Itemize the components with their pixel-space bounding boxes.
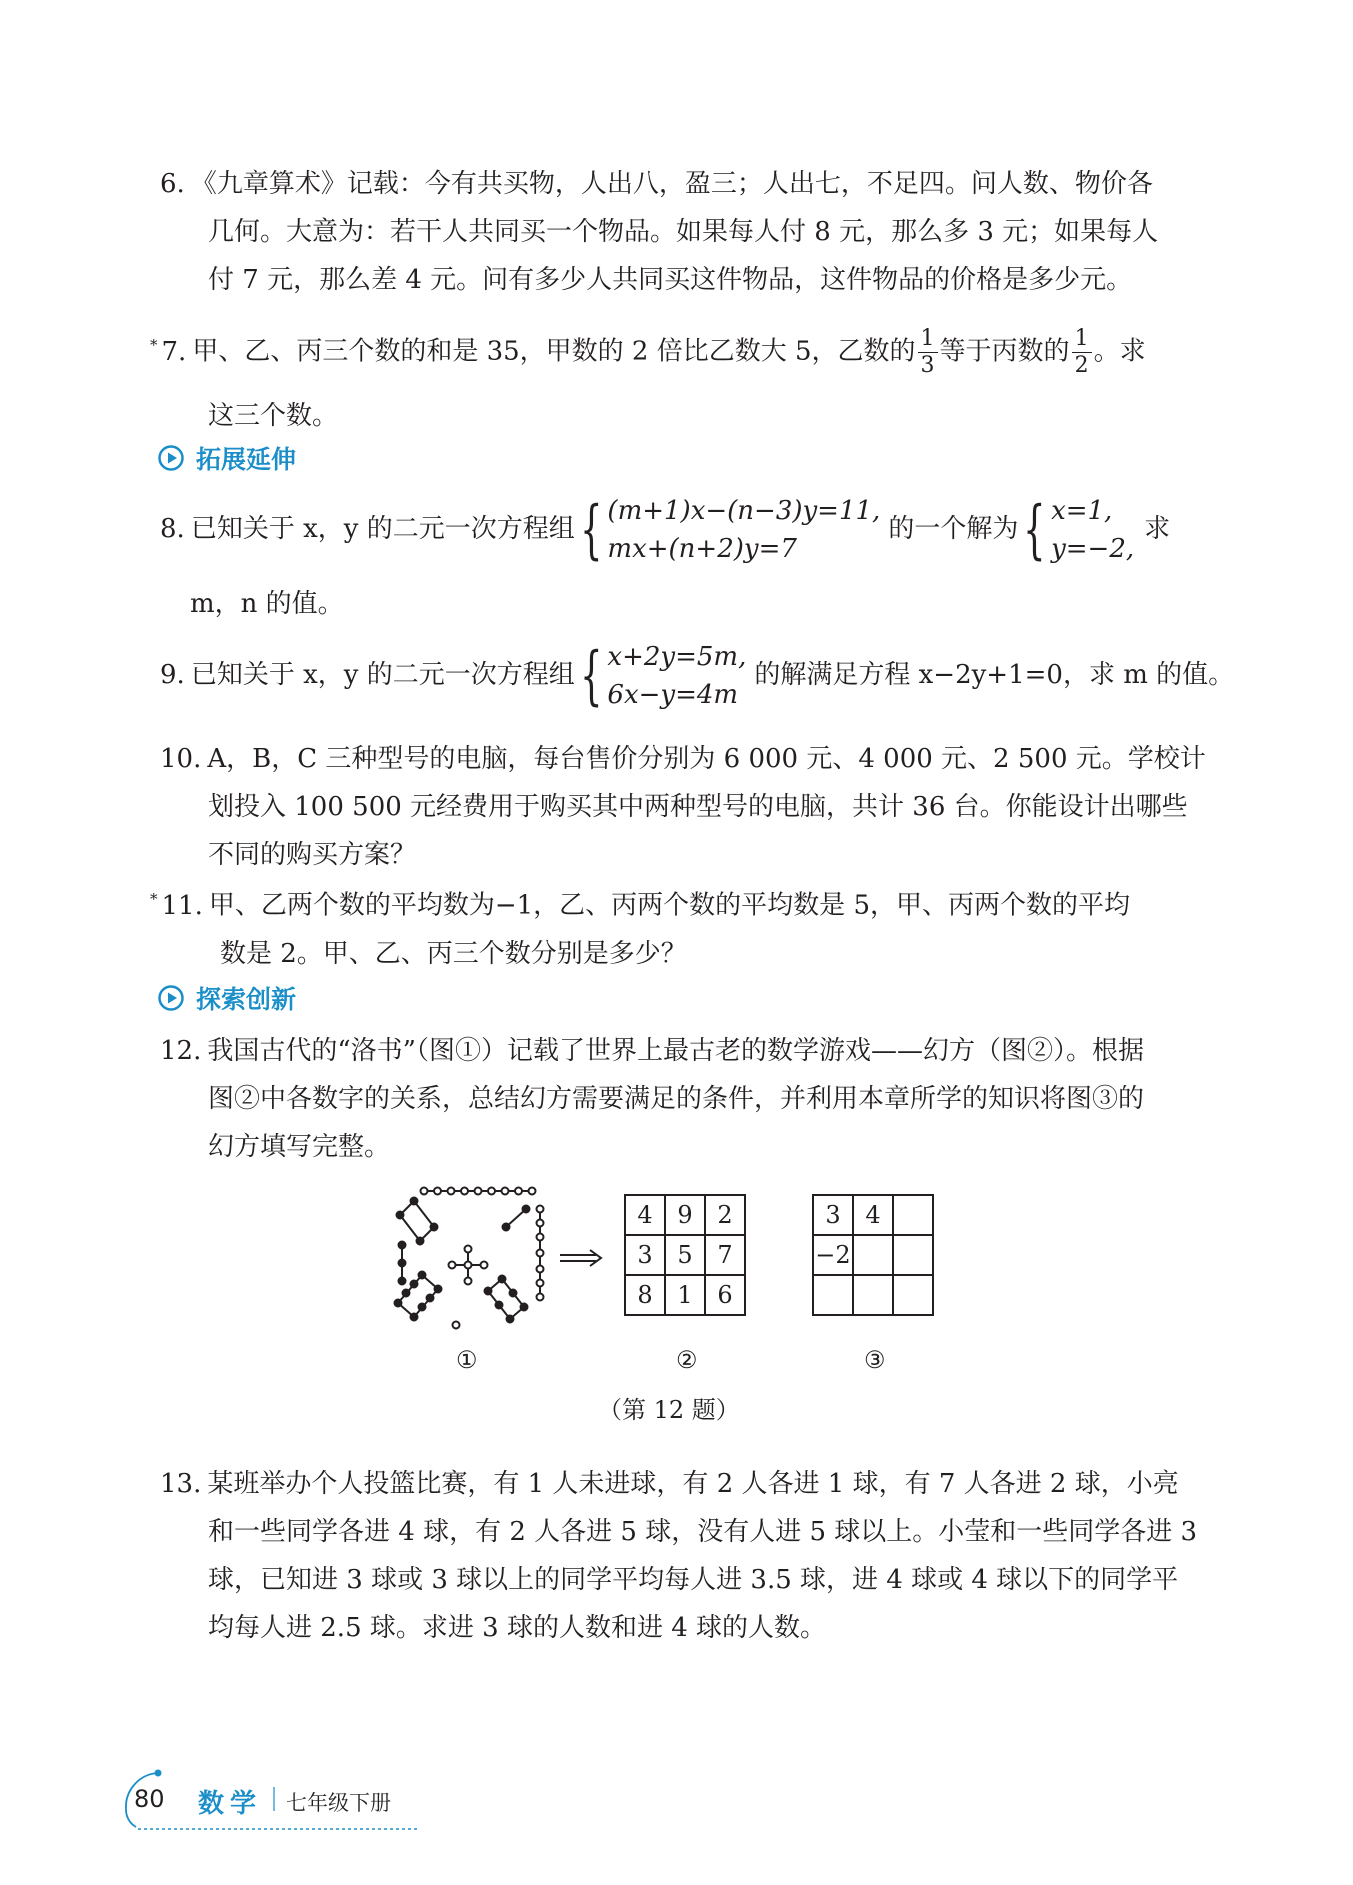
problem-9 xyxy=(160,638,1235,714)
problem-text: 的解满足方程 x−2y+1=0，求 m 的值。 xyxy=(754,660,1235,690)
grid-row xyxy=(625,1275,745,1315)
problem-text-line: 球，已知进 3 球或 3 球以上的同学平均每人进 3.5 球，进 4 球或 4 球以下的同学平 xyxy=(208,1565,1179,1595)
problem-text-line: 均每人进 2.5 球。求进 3 球的人数和进 4 球的人数。 xyxy=(208,1613,827,1643)
grade-label: 七年级下册 xyxy=(286,1791,391,1815)
problem-6 xyxy=(160,160,1180,304)
figure-label: ② xyxy=(676,1346,698,1374)
optional-star: * xyxy=(150,890,158,908)
grid-cell: 4 xyxy=(853,1195,893,1235)
problem-11 xyxy=(150,875,1170,978)
fraction-one-half: $\frac{1}{2}$ xyxy=(1072,326,1092,379)
problem-number: 12. xyxy=(160,1036,202,1066)
problem-8 xyxy=(160,492,1180,628)
problem-number: 11. xyxy=(161,890,203,921)
problem-number: 7. xyxy=(161,336,187,367)
equation: y=−2, xyxy=(1051,534,1135,564)
fraction-one-third: $\frac{1}{3}$ xyxy=(918,326,938,379)
grid-cell: 5 xyxy=(665,1235,705,1275)
grid-row xyxy=(813,1275,933,1315)
section-header-exploration xyxy=(158,980,296,1016)
grid-cell: 3 xyxy=(625,1235,665,1275)
subject-label: 数学 xyxy=(198,1789,263,1819)
luoshu-figure xyxy=(392,1185,554,1337)
grid-row xyxy=(813,1195,933,1235)
grid-cell: 4 xyxy=(625,1195,665,1235)
grid-cell xyxy=(893,1195,933,1235)
problem-text: 已知关于 x，y 的二元一次方程组 xyxy=(190,660,575,690)
double-arrow-icon xyxy=(558,1247,604,1269)
problem-text-line: m，n 的值。 xyxy=(190,589,344,619)
equation-system: { (m+1)x−(n−3)y=11, mx+(n+2)y=7 xyxy=(579,493,881,567)
page-footer xyxy=(120,1765,420,1835)
problem-number: 9. xyxy=(160,660,185,690)
problem-text-line: 我国古代的“洛书”（图①）记载了世界上最古老的数学游戏——幻方（图②）。根据 xyxy=(207,1036,1144,1066)
problem-text-line: 图②中各数字的关系，总结幻方需要满足的条件，并利用本章所学的知识将图③的 xyxy=(208,1084,1145,1114)
equation: x=1, xyxy=(1051,496,1113,526)
problem-text-line: 幻方填写完整。 xyxy=(208,1132,391,1162)
grid-cell xyxy=(893,1275,933,1315)
grid-cell: −2 xyxy=(813,1235,853,1275)
problem-text-line: 这三个数。 xyxy=(208,400,339,431)
problem-text-line: 不同的购买方案？ xyxy=(208,840,417,870)
problem-text-line: A，B，C 三种型号的电脑，每台售价分别为 6 000 元、4 000 元、2 500 元。学校计 xyxy=(207,744,1206,774)
problem-number: 8. xyxy=(160,514,185,544)
section-title: 拓展延伸 xyxy=(196,445,297,474)
solution-system: { x=1, y=−2, xyxy=(1023,493,1135,567)
problem-text-line: 某班举办个人投篮比赛，有 1 人未进球，有 2 人各进 1 球，有 7 人各进 2 球，小亮 xyxy=(207,1469,1179,1499)
grid-cell xyxy=(813,1275,853,1315)
problem-text: 已知关于 x，y 的二元一次方程组 xyxy=(190,514,575,544)
grid-cell: 1 xyxy=(665,1275,705,1315)
problem-text-line: 几何。大意为：若干人共同买一个物品。如果每人付 8 元，那么多 3 元；如果每人 xyxy=(208,217,1159,247)
problem-text: 的一个解为 xyxy=(888,514,1019,544)
problem-text: 甲、乙、丙三个数的和是 35，甲数的 2 倍比乙数大 5，乙数的 xyxy=(192,336,916,367)
grid-cell: 2 xyxy=(705,1195,745,1235)
figure-label: ① xyxy=(456,1346,478,1374)
problem-text-line: 划投入 100 500 元经费用于购买其中两种型号的电脑，共计 36 台。你能设计出哪些 xyxy=(208,792,1188,822)
figure-label: ③ xyxy=(864,1346,886,1374)
equation: x+2y=5m, xyxy=(607,642,747,672)
grid-cell: 6 xyxy=(705,1275,745,1315)
problem-text: 。求 xyxy=(1093,336,1146,367)
problem-text-line: 和一些同学各进 4 球，有 2 人各进 5 球，没有人进 5 球以上。小莹和一些同学各进 3 xyxy=(208,1517,1198,1547)
play-icon xyxy=(158,985,184,1011)
problem-12 xyxy=(160,1027,1180,1171)
page-number: 80 xyxy=(134,1785,165,1813)
problem-7 xyxy=(150,315,1170,440)
grid-cell xyxy=(853,1275,893,1315)
equation: (m+1)x−(n−3)y=11, xyxy=(607,496,881,526)
problem-number: 10. xyxy=(160,744,202,774)
grid-cell xyxy=(893,1235,933,1275)
section-header-extension xyxy=(158,440,296,476)
magic-square-complete xyxy=(624,1194,746,1316)
grid-cell xyxy=(853,1235,893,1275)
equation: 6x−y=4m xyxy=(607,680,739,710)
problem-text: 等于丙数的 xyxy=(939,336,1070,367)
optional-star: * xyxy=(150,336,158,354)
grid-cell: 3 xyxy=(813,1195,853,1235)
grid-row xyxy=(625,1235,745,1275)
problem-text-line: 甲、乙两个数的平均数为−1，乙、丙两个数的平均数是 5，甲、丙两个数的平均 xyxy=(208,890,1130,921)
grid-cell: 7 xyxy=(705,1235,745,1275)
grid-row xyxy=(625,1195,745,1235)
equation-system: { x+2y=5m, 6x−y=4m xyxy=(579,639,747,713)
problem-13 xyxy=(160,1460,1198,1652)
play-icon xyxy=(158,445,184,471)
magic-square-to-fill xyxy=(812,1194,934,1316)
problem-number: 6. xyxy=(160,169,185,199)
problem-text: 求 xyxy=(1144,514,1171,544)
problem-10 xyxy=(160,735,1206,879)
grid-cell: 8 xyxy=(625,1275,665,1315)
problem-text-line: 《九章算术》记载：今有共买物，人出八，盈三；人出七，不足四。问人数、物价各 xyxy=(190,169,1153,199)
problem-text-line: 付 7 元，那么差 4 元。问有多少人共同买这件物品，这件物品的价格是多少元。 xyxy=(208,265,1133,295)
grid-row xyxy=(813,1235,933,1275)
section-title: 探索创新 xyxy=(196,985,297,1014)
problem-text-line: 数是 2。甲、乙、丙三个数分别是多少？ xyxy=(220,938,687,969)
figure-caption: （第 12 题） xyxy=(598,1396,740,1424)
equation: mx+(n+2)y=7 xyxy=(607,534,797,564)
grid-cell: 9 xyxy=(665,1195,705,1235)
problem-number: 13. xyxy=(160,1469,202,1499)
